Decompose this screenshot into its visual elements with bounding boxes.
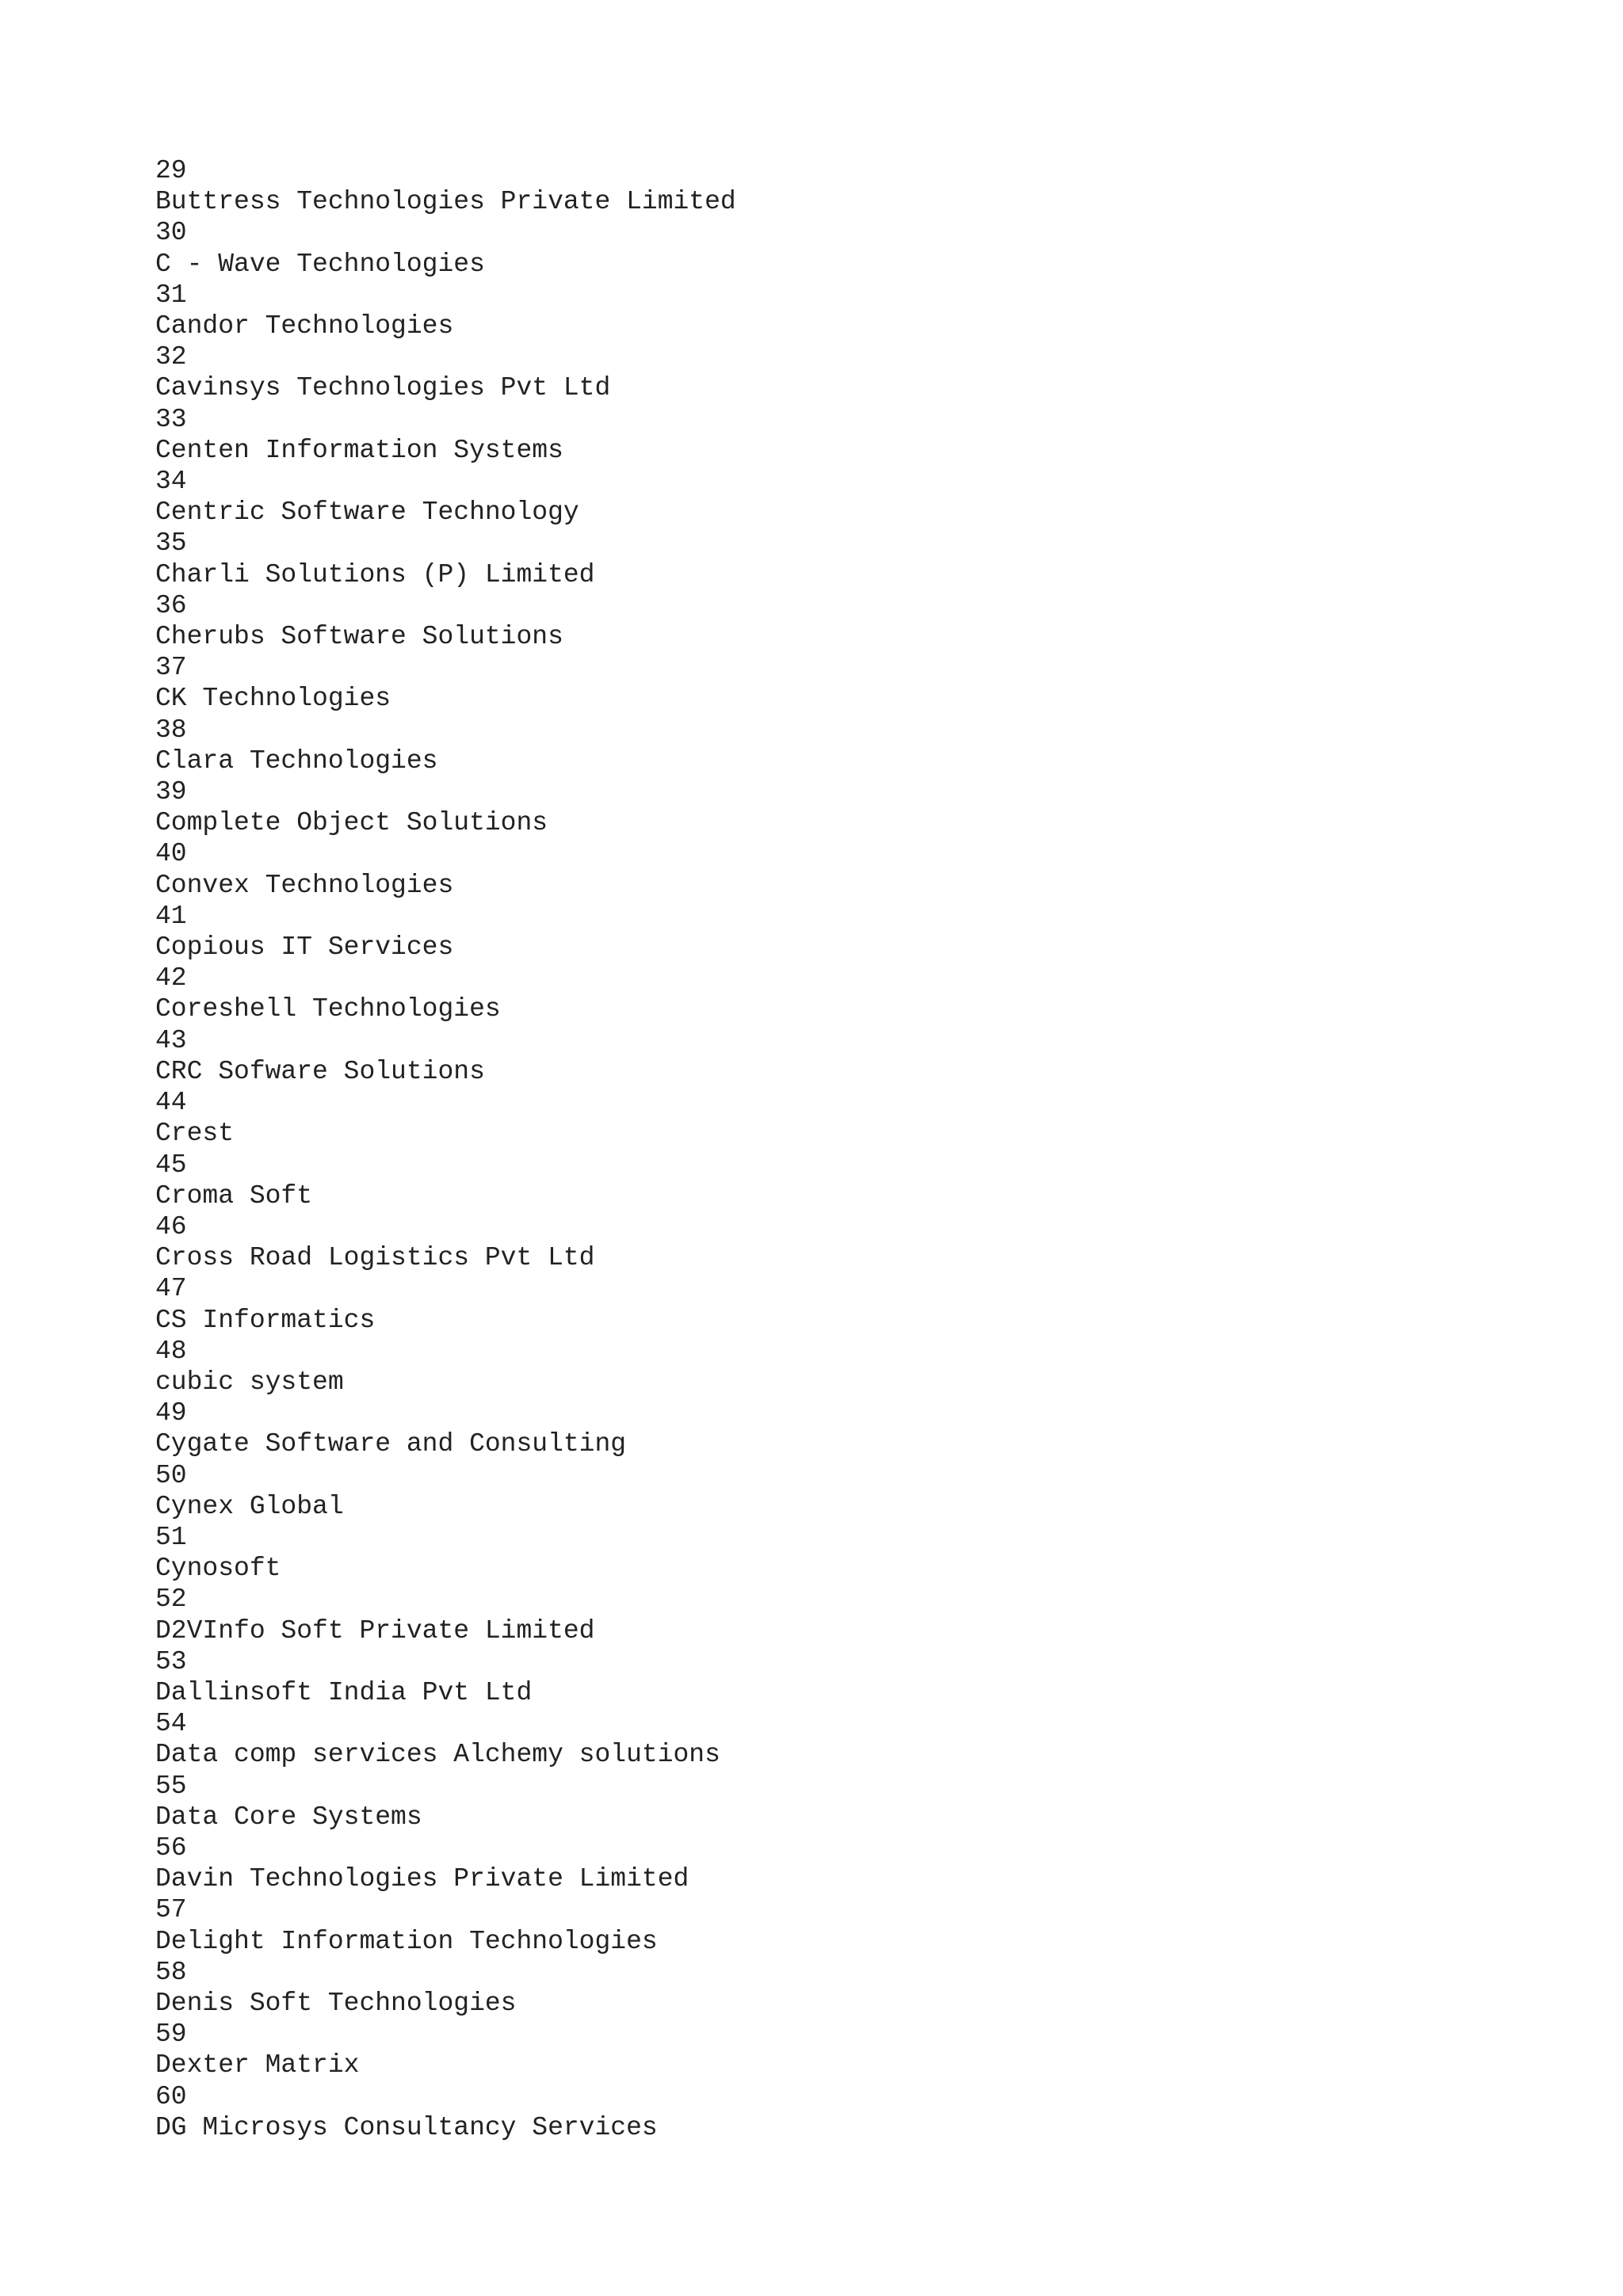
company-name: Buttress Technologies Private Limited bbox=[155, 187, 736, 217]
list-item bbox=[155, 2019, 736, 2081]
list-item bbox=[155, 1522, 736, 1584]
company-list bbox=[155, 155, 736, 2143]
list-item bbox=[155, 1273, 736, 1335]
entry-number: 37 bbox=[155, 653, 187, 683]
entry-number: 38 bbox=[155, 715, 187, 745]
company-name: C - Wave Technologies bbox=[155, 249, 485, 279]
company-name: Denis Soft Technologies bbox=[155, 1988, 517, 2018]
entry-number: 57 bbox=[155, 1895, 187, 1925]
company-name: DG Microsys Consultancy Services bbox=[155, 2112, 658, 2142]
entry-number: 49 bbox=[155, 1398, 187, 1428]
entry-number: 53 bbox=[155, 1646, 187, 1676]
company-name: Dallinsoft India Pvt Ltd bbox=[155, 1677, 533, 1707]
list-item bbox=[155, 1957, 736, 2019]
company-name: Croma Soft bbox=[155, 1180, 313, 1211]
company-name: Convex Technologies bbox=[155, 870, 454, 900]
list-item bbox=[155, 404, 736, 466]
entry-number: 40 bbox=[155, 839, 187, 869]
company-name: Candor Technologies bbox=[155, 311, 454, 341]
entry-number: 35 bbox=[155, 528, 187, 559]
list-item bbox=[155, 1894, 736, 1956]
company-name: Delight Information Technologies bbox=[155, 1926, 658, 1956]
entry-number: 56 bbox=[155, 1833, 187, 1863]
list-item bbox=[155, 1025, 736, 1087]
list-item bbox=[155, 901, 736, 963]
list-item bbox=[155, 1336, 736, 1398]
entry-number: 41 bbox=[155, 901, 187, 931]
list-item bbox=[155, 528, 736, 589]
company-name: Complete Object Solutions bbox=[155, 808, 548, 838]
company-name: Davin Technologies Private Limited bbox=[155, 1864, 689, 1894]
list-item bbox=[155, 1646, 736, 1708]
company-name: CS Informatics bbox=[155, 1305, 376, 1335]
company-name: Cygate Software and Consulting bbox=[155, 1429, 627, 1459]
list-item bbox=[155, 1708, 736, 1770]
entry-number: 54 bbox=[155, 1709, 187, 1739]
company-name: CRC Sofware Solutions bbox=[155, 1056, 485, 1086]
company-name: Charli Solutions (P) Limited bbox=[155, 559, 595, 589]
entry-number: 55 bbox=[155, 1771, 187, 1801]
entry-number: 29 bbox=[155, 156, 187, 185]
list-item bbox=[155, 280, 736, 341]
company-name: Cross Road Logistics Pvt Ltd bbox=[155, 1243, 595, 1273]
list-item bbox=[155, 1771, 736, 1833]
company-name: Cynosoft bbox=[155, 1554, 281, 1584]
list-item bbox=[155, 1833, 736, 1894]
company-name: Data comp services Alchemy solutions bbox=[155, 1740, 720, 1770]
list-item bbox=[155, 466, 736, 528]
list-item bbox=[155, 1584, 736, 1646]
list-item bbox=[155, 1398, 736, 1459]
list-item bbox=[155, 963, 736, 1024]
company-name: Centric Software Technology bbox=[155, 498, 579, 528]
entry-number: 60 bbox=[155, 2081, 187, 2111]
list-item bbox=[155, 715, 736, 776]
entry-number: 33 bbox=[155, 404, 187, 434]
entry-number: 50 bbox=[155, 1460, 187, 1490]
company-name: Dexter Matrix bbox=[155, 2050, 360, 2081]
company-name: Coreshell Technologies bbox=[155, 994, 501, 1024]
list-item bbox=[155, 838, 736, 900]
entry-number: 44 bbox=[155, 1088, 187, 1118]
list-item bbox=[155, 776, 736, 838]
entry-number: 59 bbox=[155, 2019, 187, 2050]
list-item bbox=[155, 1150, 736, 1211]
company-name: Copious IT Services bbox=[155, 933, 454, 963]
entry-number: 46 bbox=[155, 1211, 187, 1241]
list-item bbox=[155, 652, 736, 714]
company-name: Crest bbox=[155, 1119, 235, 1149]
list-item bbox=[155, 2081, 736, 2143]
company-name: CK Technologies bbox=[155, 684, 391, 714]
list-item bbox=[155, 1087, 736, 1149]
list-item bbox=[155, 1460, 736, 1522]
entry-number: 47 bbox=[155, 1274, 187, 1304]
entry-number: 32 bbox=[155, 342, 187, 372]
company-name: Cavinsys Technologies Pvt Ltd bbox=[155, 373, 611, 403]
company-name: D2VInfo Soft Private Limited bbox=[155, 1615, 595, 1646]
entry-number: 51 bbox=[155, 1522, 187, 1552]
list-item bbox=[155, 155, 736, 217]
entry-number: 34 bbox=[155, 467, 187, 497]
entry-number: 30 bbox=[155, 218, 187, 248]
company-name: Centen Information Systems bbox=[155, 435, 563, 465]
list-item bbox=[155, 1211, 736, 1273]
list-item bbox=[155, 590, 736, 652]
entry-number: 43 bbox=[155, 1025, 187, 1055]
entry-number: 52 bbox=[155, 1585, 187, 1615]
company-name: Cynex Global bbox=[155, 1491, 344, 1521]
entry-number: 58 bbox=[155, 1957, 187, 1987]
company-name: cubic system bbox=[155, 1367, 344, 1397]
entry-number: 45 bbox=[155, 1150, 187, 1180]
entry-number: 39 bbox=[155, 777, 187, 807]
company-name: Cherubs Software Solutions bbox=[155, 622, 563, 652]
list-item bbox=[155, 217, 736, 279]
entry-number: 36 bbox=[155, 590, 187, 620]
entry-number: 42 bbox=[155, 963, 187, 994]
entry-number: 31 bbox=[155, 280, 187, 310]
company-name: Clara Technologies bbox=[155, 746, 438, 776]
company-name: Data Core Systems bbox=[155, 1802, 422, 1832]
entry-number: 48 bbox=[155, 1336, 187, 1366]
list-item bbox=[155, 341, 736, 403]
